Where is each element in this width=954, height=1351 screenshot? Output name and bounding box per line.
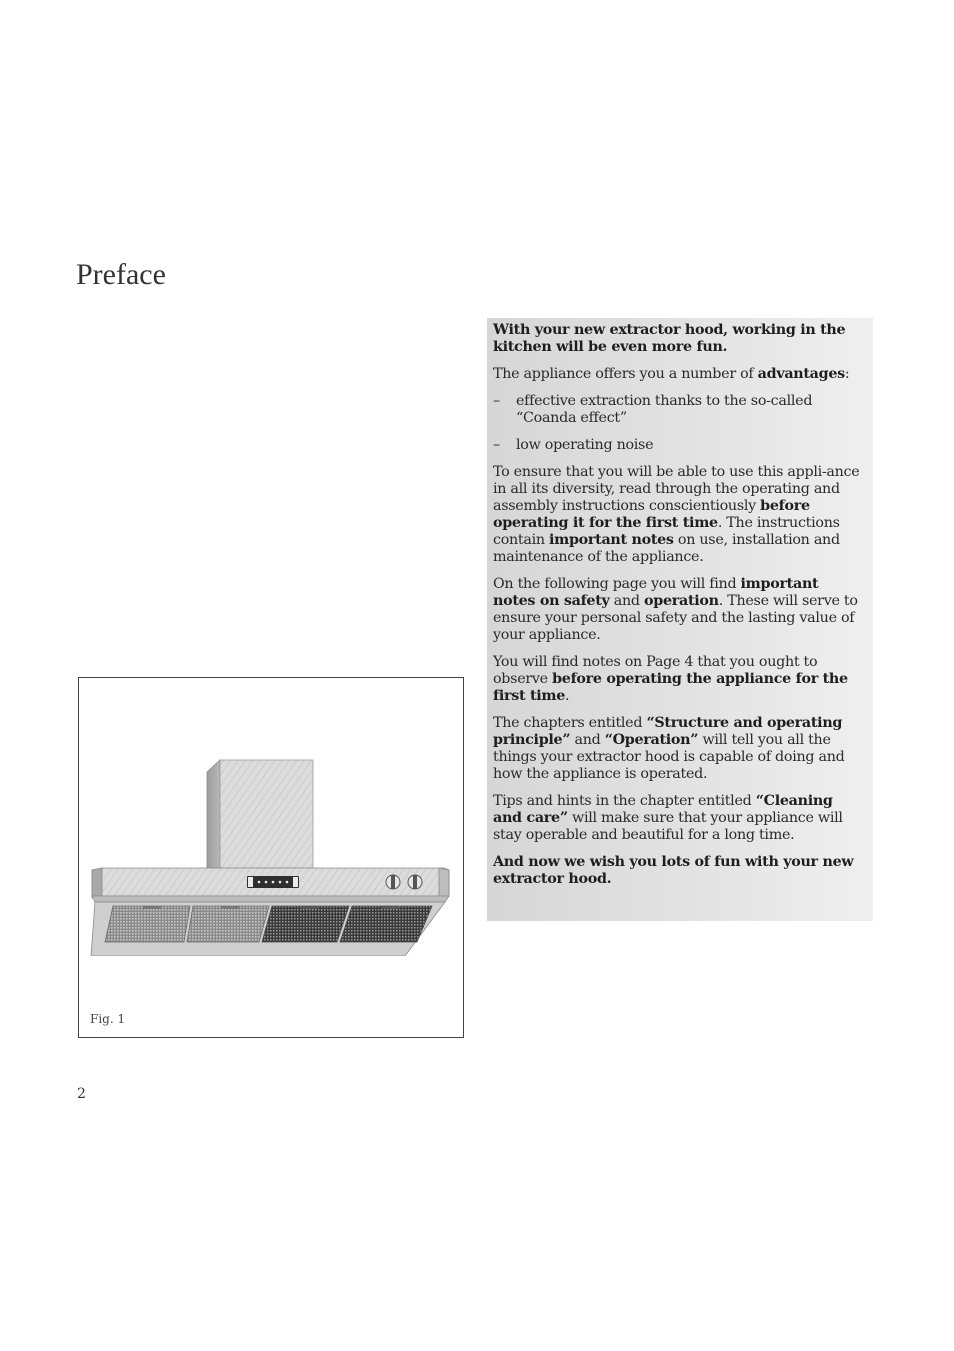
extractor-hood-illustration xyxy=(87,756,457,956)
grease-filter-1 xyxy=(105,906,190,942)
page4-paragraph: You will find notes on Page 4 that you ought to observe before operating the appliance for the first time. xyxy=(493,654,848,704)
instructions-paragraph: To ensure that you will be able to use this appli-ance in all its diversity, read through the operating and assembly instructions conscientiously before operating it for the first time. The instructions contain important notes on use, installation and maintenance of the appliance. xyxy=(493,464,860,565)
chimney-front xyxy=(220,760,313,868)
safety-paragraph: On the following page you will find important notes on safety and operation. These will serve to ensure your personal safety and the lasting value of your appliance. xyxy=(493,576,858,643)
bullet-item xyxy=(493,437,865,454)
grease-filter-3 xyxy=(262,906,349,942)
page-number: 2 xyxy=(77,1086,86,1102)
advantages-paragraph: The appliance offers you a number of advantages: xyxy=(493,366,850,382)
chimney-side xyxy=(207,760,220,868)
chapters-paragraph: The chapters entitled “Structure and operating principle” and “Operation” will tell you all the things your extractor hood is capable of doing and how the appliance is operated. xyxy=(493,715,845,782)
lead-paragraph: With your new extractor hood, working in the kitchen will be even more fun. xyxy=(493,322,846,355)
closing-paragraph: And now we wish you lots of fun with your new extractor hood. xyxy=(493,854,854,887)
bullet-text: effective extraction thanks to the so-called “Coanda effect” xyxy=(516,393,813,426)
grease-filter-4 xyxy=(340,906,432,942)
bullet-text: low operating noise xyxy=(516,437,654,453)
bullet-dash: – xyxy=(493,437,500,453)
page-title: Preface xyxy=(76,258,166,291)
figure-frame xyxy=(78,677,464,1038)
cleaning-paragraph: Tips and hints in the chapter entitled “Cleaning and care” will make sure that your appliance will stay operable and beautiful for a long time. xyxy=(493,793,843,843)
bullet-item xyxy=(493,393,865,427)
bullet-dash: – xyxy=(493,393,500,409)
figure-caption: Fig. 1 xyxy=(90,1012,126,1026)
preface-text-box xyxy=(487,318,873,921)
grease-filter-2 xyxy=(187,906,269,942)
